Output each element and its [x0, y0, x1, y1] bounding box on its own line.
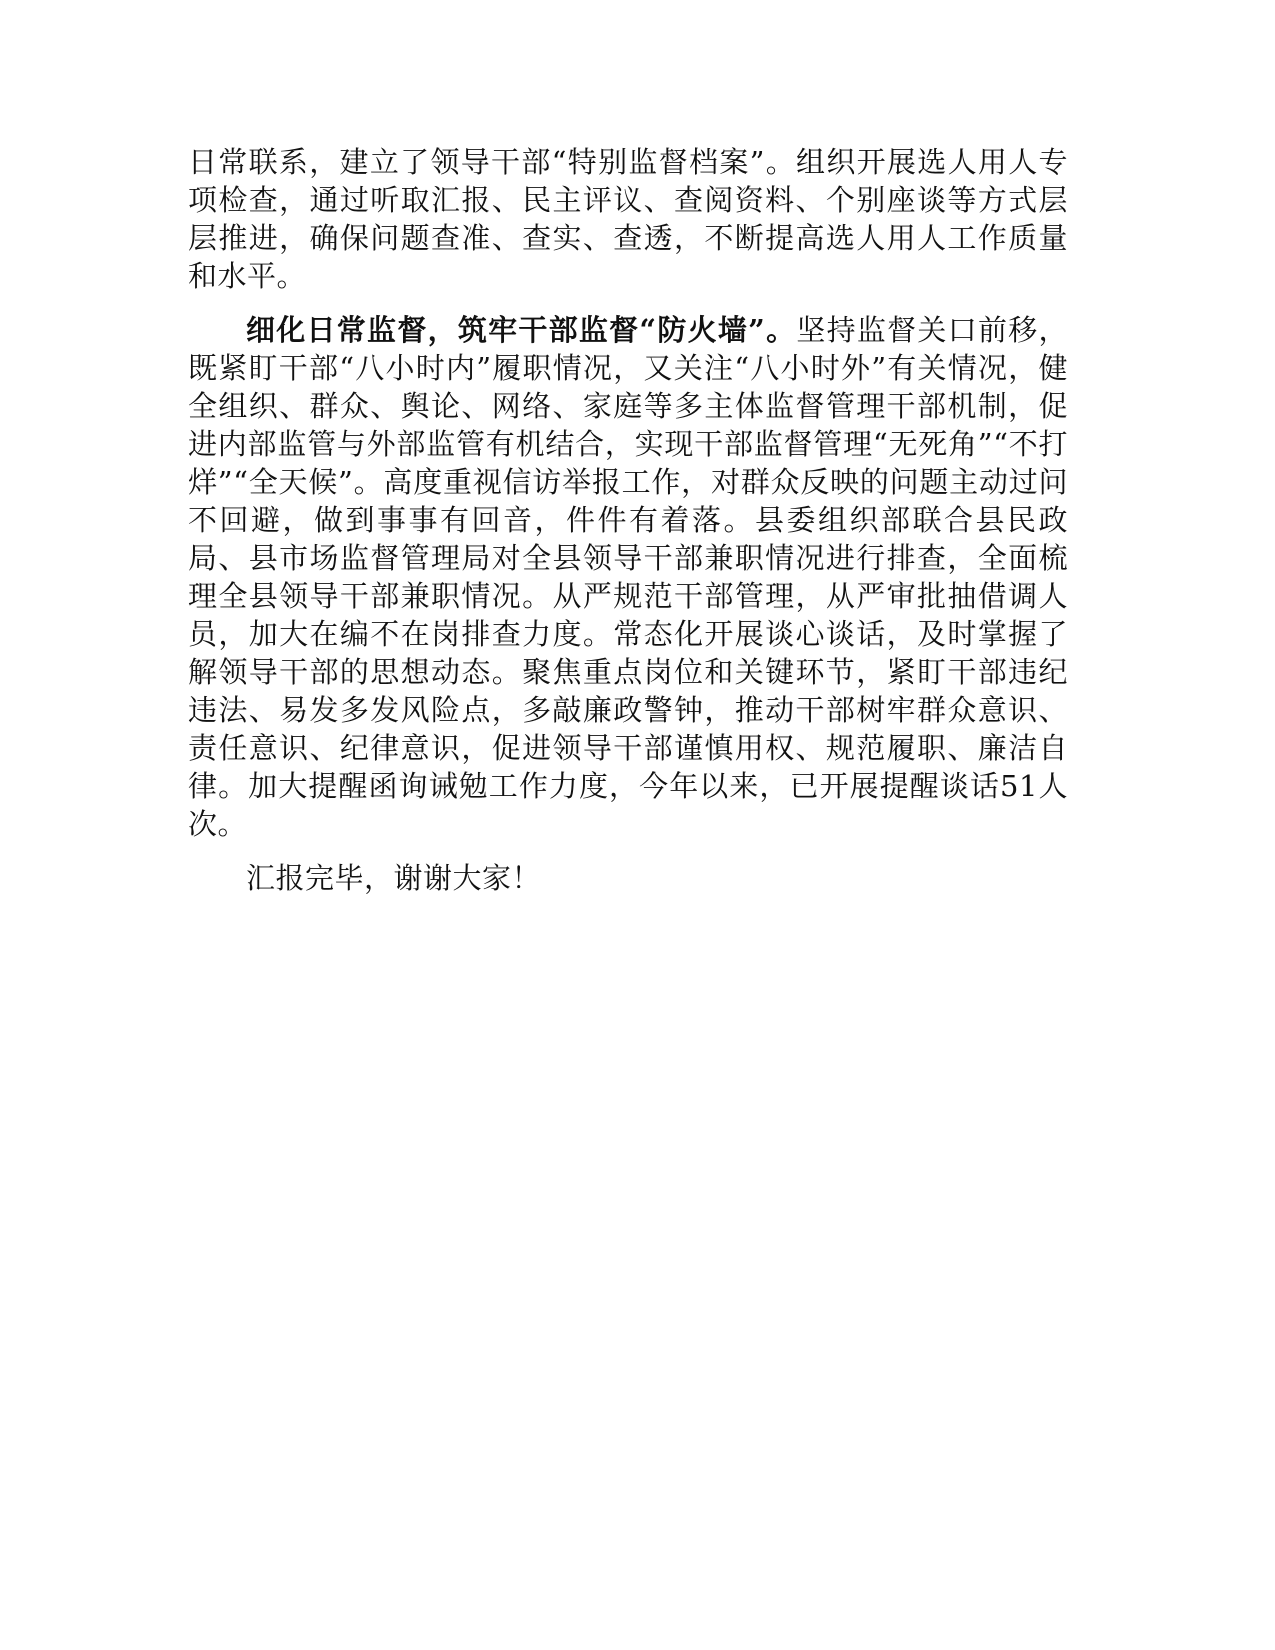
paragraph-text: 坚持监督关口前移，既紧盯干部“八小时内”履职情况，又关注“八小时外”有关情况，健全组织、群众、舆论、网络、家庭等多主体监督管理干部机制，促进内部监管与外部监管有机结合，实现干部监督管理“无死角”“不打烊”“全天候”。高度重视信访举报工作，对群众反映的问题主动过问不回避，做到事事有回音，件件有着落。县委组织部联合县民政局、县市场监督管理局对全县领导干部兼职情况进行排查，全面梳理全县领导干部兼职情况。从严规范干部管理，从严审批抽借调人员，加大在编不在岗排查力度。常态化开展谈心谈话，及时掌握了解领导干部的思想动态。聚焦重点岗位和关键环节，紧盯干部违纪违法、易发多发风险点，多敲廉政警钟，推动干部树牢群众意识、责任意识、纪律意识，促进领导干部谨慎用权、规范履职、廉洁自律。加大提醒函询诫勉工作力度，今年以来，已开展提醒谈话51人次。: [188, 313, 1068, 841]
paragraph-text: 汇报完毕，谢谢大家！: [246, 861, 542, 895]
paragraph-daily-supervision: [188, 311, 1068, 843]
document-body: [188, 143, 1068, 897]
paragraph-closing: [188, 859, 1068, 897]
paragraph-selection-check: [188, 143, 1068, 295]
paragraph-heading: 细化日常监督，筑牢干部监督“防火墙”。: [246, 313, 797, 347]
paragraph-text: 日常联系，建立了领导干部“特别监督档案”。组织开展选人用人专项检查，通过听取汇报、民主评议、查阅资料、个别座谈等方式层层推进，确保问题查准、查实、查透，不断提高选人用人工作质量和水平。: [188, 145, 1068, 293]
